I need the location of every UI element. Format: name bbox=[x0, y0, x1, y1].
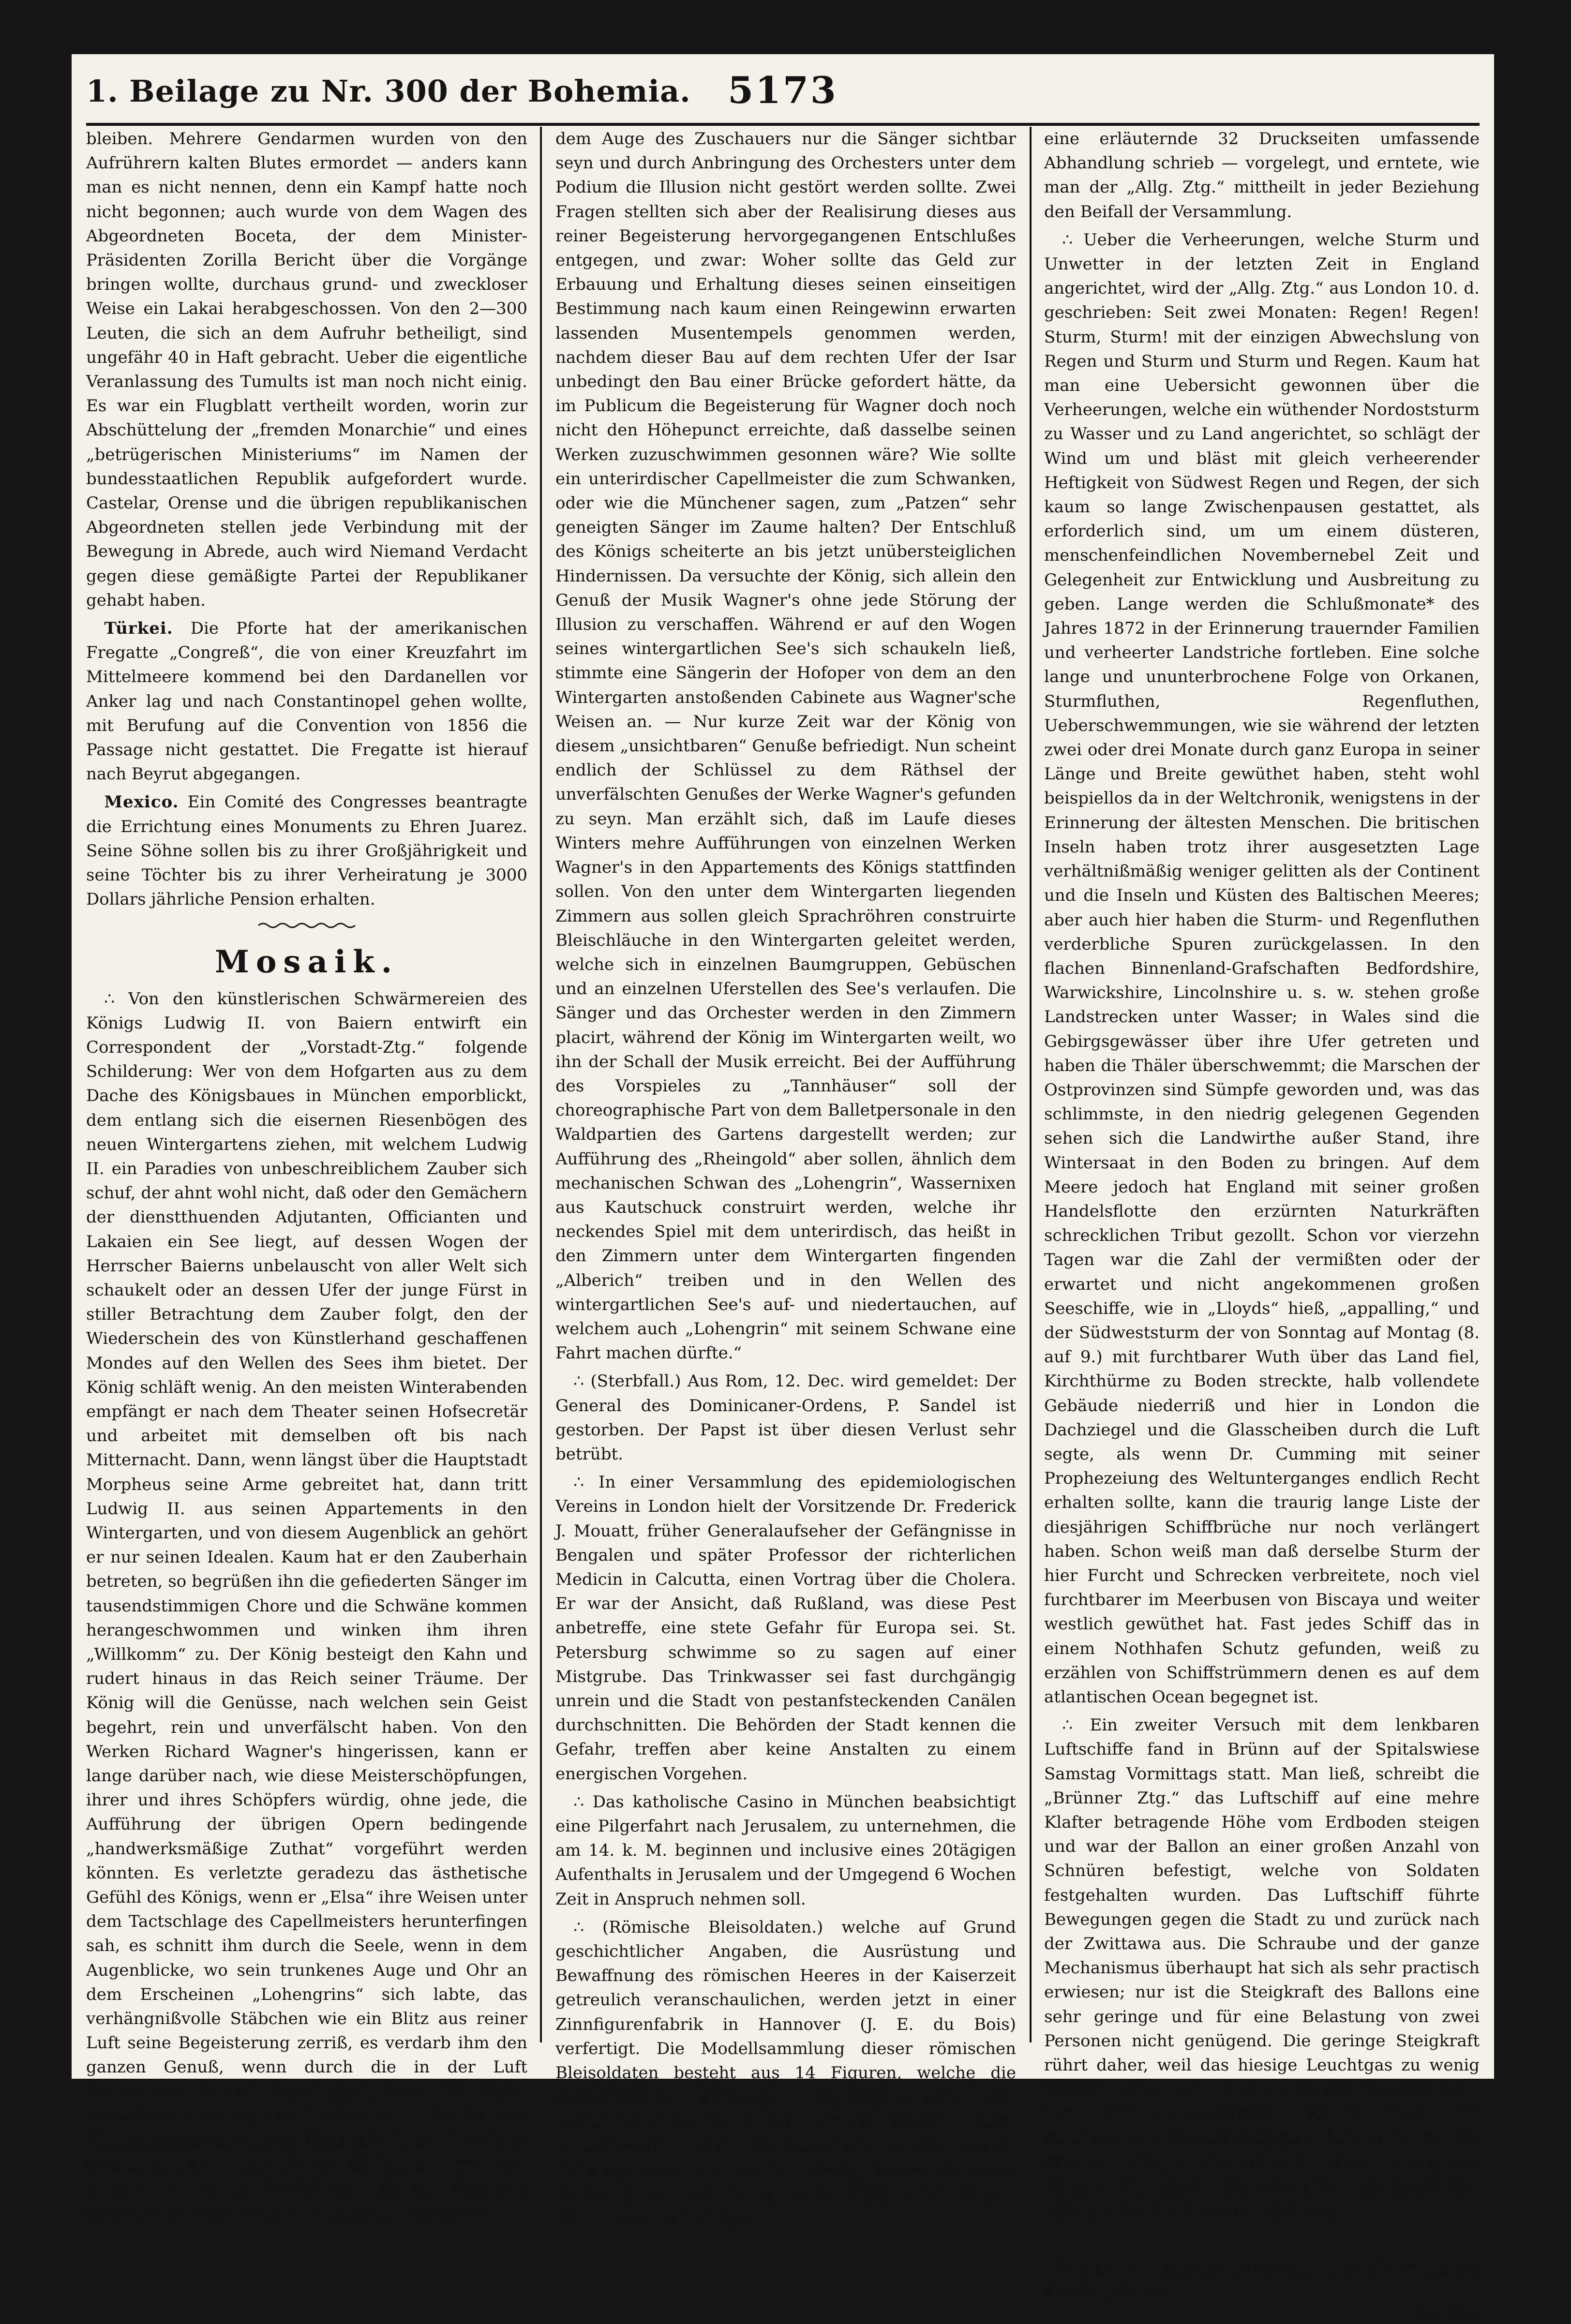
page-number: 5173 bbox=[728, 69, 838, 112]
running-head bbox=[86, 65, 1480, 126]
article-ludwig-continued: dem Auge des Zuschauers nur die Sänger sichtbar seyn und durch Anbringung des Orchesters unter dem Podium die Illusion nicht gestört werden sollte. Zwei Fragen stellten sich aber der Realisirung dieses aus reiner Begeisterung hervorgegangenen Entschlußes entgegen, und zwar: Woher sollte das Geld zur Erbauung und Erhaltung dieses seinen einseitigen Bestimmung nach kaum einen Reingewinn erwarten lassenden Musentempels genommen werden, nachdem dieser Bau auf dem rechten Ufer der Isar unbedingt den Bau einer Brücke gefordert hätte, da im Publicum die Begeisterung für Wagner doch noch nicht den Höhepunct erreichte, daß dasselbe seinen Werken zuzuschwimmen gesonnen wäre? Wie sollte ein unterirdischer Capellmeister die zum Schwanken, oder wie die Münchener sagen, zum „Patzen“ sehr geneigten Sänger im Zaume halten? Der Entschluß des Königs scheiterte an bis jetzt unübersteiglichen Hindernissen. Da versuchte der König, sich allein den Genuß der Musik Wagner's ohne jede Störung der Illusion zu verschaffen. Während er auf den Wogen seines wintergartlichen See's sich schaukeln ließ, stimmte eine Sängerin der Hofoper von dem an den Wintergarten anstoßenden Cabinete aus Wagner'sche Weisen an. — Nur kurze Zeit war der König von diesem „unsichtbaren“ Genuße befriedigt. Nun scheint endlich der Schlüssel zu dem Räthsel der unverfälschten Genußes der Werke Wagner's gefunden zu seyn. Man erzählt sich, daß im Laufe dieses Winters mehre Aufführungen von einzelnen Werken Wagner's in den Appartements des Königs stattfinden sollen. Von den unter dem Wintergarten liegenden Zimmern aus sollen gleich Sprachröhren construirte Bleischläuche in den Wintergarten geleitet werden, welche sich in einzelnen Baumgruppen, Gebüschen und an einzelnen Uferstellen des See's verlaufen. Die Sänger und das Orchester werden in den Zimmern placirt, während der König im Wintergarten weilt, wo ihn der Schall der Musik erreicht. Bei der Aufführung des Vorspieles zu „Tannhäuser“ soll der choreographische Part von dem Balletpersonale in den Waldpartien des Gartens dargestellt werden; zur Aufführung des „Rheingold“ aber sollen, ähnlich dem mechanischen Schwan des „Lohengrin“, Wassernixen aus Kautschuck construirt werden, welche ihr neckendes Spiel mit dem unterirdisch, das heißt in den Zimmern unter dem Wintergarten fingenden „Alberich“ treiben und in den Wellen des wintergartlichen See's auf- und niedertauchen, auf welchem auch „Lohengrin“ mit seinem Schwane eine Fahrt machen dürfte.“ bbox=[555, 129, 1016, 1363]
footnote-rule bbox=[1044, 2242, 1170, 2244]
article-cholera: ∴ In einer Versammlung des epidemiologischen Vereins in London hielt der Vorsitzende Dr. Frederick J. Mouatt, früher Generalaufseher der Gefängnisse in Bengalen und später Professor der richterlichen Medicin in Calcutta, einen Vortrag über die Cholera. Er war der Ansicht, daß Rußland, was diese Pest anbetreffe, eine stete Gefahr für Europa sei. St. Petersburg schwimme so zu sagen auf einer Mistgrube. Das Trinkwasser sei fast durchgängig unrein und die Stadt von pestanfsteckenden Canälen durchschnitten. Die Behörden der Stadt kennen die Gefahr, treffen aber keine Anstalten zu einem energischen Vorgehen. bbox=[555, 1473, 1016, 1784]
footnote-signature: Die Red. bbox=[1412, 2304, 1480, 2323]
article-airship: ∴ Ein zweiter Versuch mit dem lenkbaren Luftschiffe fand in Brünn auf der Spitalswiese Samstag Vormittags statt. Man ließ, schreibt die „Brünner Ztg.“ das Luftschiff auf eine mehre Klafter betragende Höhe vom Erdboden steigen und war der Ballon an einer großen Anzahl von Schnüren befestigt, welche von Soldaten festgehalten wurden. Das Luftschiff führte Bewegungen gegen die Stadt zu und zurück nach der Zwittawa aus. Die Schraube und der ganze Mechanismus überhaupt hat sich als sehr practisch erwiesen; nur ist die Steigkraft des Ballons eine sehr geringe und für eine Belastung von zwei Personen nicht genügend. Die geringe Steigkraft rührt daher, weil das hiesige Leuchtgas zu wenig Wasserstoff enthält, also zu schwer ist, was wohl für Beleuchtungszwecke vortheilhafter, für aeronautische Zwecke dagegen nicht förderlich ist. Wie es heißt, dürfte späterhin eine Füllung des Ballons mit reinem Wasserstoffgas vorgenommen werden. Nach den ersten Versuchen bbox=[1044, 1715, 1480, 2221]
article-lead: Mexico. bbox=[104, 792, 179, 812]
section-title: Mosaik. bbox=[215, 943, 399, 980]
column-rule bbox=[1030, 127, 1032, 2042]
article-text: Die Pforte hat der amerikanischen Fregatte „Congreß“, die von einer Kreuzfahrt im Mittelmeere kommend bei den Dardanellen vor Anker lag und nach Constantinopel gehen wollte, mit Berufung auf die Convention von 1856 die Passage nicht gestattet. Die Fregatte ist hierauf nach Beyrut abgegangen. bbox=[86, 619, 528, 784]
article-pilgrimage: ∴ Das katholische Casino in München beabsichtigt eine Pilgerfahrt nach Jerusalem, zu unternehmen, die am 14. k. M. beginnen und inclusive eines 20tägigen Aufenthalts in Jerusalem und der Umgegend 6 Wochen Zeit in Anspruch nehmen soll. bbox=[555, 1792, 1016, 1909]
footnote bbox=[1044, 2257, 1480, 2324]
article-spain-continued: bleiben. Mehrere Gendarmen wurden von den Aufrührern kalten Blutes ermordet — anders kann man es nicht nennen, denn ein Kampf hatte noch nicht begonnen; auch wurde von dem Wagen des Abgeordneten Boceta, der dem Minister-Präsidenten Zorilla Bericht über die Vorgänge bringen wollte, durchaus grund- und zweckloser Weise ein Lakai herabgeschossen. Von den 2—300 Leuten, die sich an dem Aufruhr betheiligt, sind ungefähr 40 in Haft gebracht. Ueber die eigentliche Veranlassung des Tumults ist man noch nicht einig. Es war ein Flugblatt vertheilt worden, worin zur Abschüttelung der „fremden Monarchie“ und eines „betrügerischen Ministeriums“ im Namen der bundesstaatlichen Republik aufgefordert wurde. Castelar, Orense und die übrigen republikanischen Abgeordneten stellen jede Verbindung mit der Bewegung in Abrede, auch wird Niemand Verdacht gegen diese gemäßigte Partei der Republikaner gehabt haben. bbox=[86, 129, 527, 610]
column-3 bbox=[1044, 127, 1480, 2323]
article-turkey bbox=[86, 616, 527, 786]
column-rule bbox=[540, 127, 542, 2042]
article-lead-soldiers: ∴ (Römische Bleisoldaten.) welche auf Grund geschichtlicher Angaben, die Ausrüstung und Bewaffnung des römischen Heeres in der Kaiserzeit getreulich veranschaulichen, werden jetzt in einer Zinnfigurenfabrik in Hannover (J. E. du Bois) verfertigt. Die Modellsammlung dieser römischen Bleisoldaten besteht aus 14 Figuren, welche die verschiedenen damaligen Waffengattungen, den Legionssoldaten, den Officier und den Kaiser — jeden in seiner Art Tracht repräsentiren. Bei der letzten Philologenversammlung in Leipzig wurde die erste Schachtel solcher Figuren vom Director Müller aus Plön — welcher darüber bbox=[555, 1917, 1016, 2229]
article-lead: Türkei. bbox=[104, 619, 173, 639]
supplement-label: 1. Beilage zu Nr. 300 der Bohemia. bbox=[86, 74, 691, 109]
column-1 bbox=[86, 127, 528, 2223]
article-lead-soldiers-continued: eine erläuternde 32 Druckseiten umfassende Abhandlung schrieb — vorgelegt, und erntete, wie man der „Allg. Ztg.“ mittheilt in jeder Beziehung den Beifall der Versammlung. bbox=[1044, 129, 1480, 222]
column-2 bbox=[555, 127, 1016, 2229]
newspaper-page bbox=[72, 54, 1494, 2323]
article-text: Ein Comité des Congresses beantragte die Errichtung eines Monuments zu Ehren Juarez. Seine Söhne sollen bis zu ihrer Großjährigkeit und seine Töchter bis zu ihrer Verheiratung je 3000 Dollars jährliche Pension erhalten. bbox=[86, 792, 527, 909]
article-mexico bbox=[86, 790, 527, 911]
article-obituary: ∴ (Sterbfall.) Aus Rom, 12. Dec. wird gemeldet: Der General des Dominicaner-Ordens, P. Sandel ist gestorben. Der Papst ist über diesen Verlust sehr betrübt. bbox=[555, 1371, 1016, 1464]
footnote-text: * Nicht nur die Schlußmonate, auch die mittleren, vide 25., 26. Mai. bbox=[1044, 2259, 1480, 2300]
section-ornament bbox=[258, 922, 355, 929]
article-storms-england: ∴ Ueber die Verheerungen, welche Sturm und Unwetter in der letzten Zeit in England angerichtet, wird der „Allg. Ztg.“ aus London 10. d. geschrieben: Seit zwei Monaten: Regen! Regen! Sturm, Sturm! mit der einzigen Abwechslung von Regen und Sturm und Sturm und Regen. Kaum hat man eine Uebersicht gewonnen über die Verheerungen, welche ein wüthender Nordoststurm zu Wasser und zu Land angerichtet, so schlägt der Wind um und bläst mit gleich verheerender Heftigkeit von Südwest Regen und Regen, der sich kaum so lange Zwischenpausen gestattet, als erforderlich sind, um um einem düsteren, menschenfeindlichen Novembernebel Zeit und Gelegenheit zur Entwicklung und Ausbreitung zu geben. Lange werden die Schlußmonate* des Jahres 1872 in der Erinnerung trauernder Familien und verheerter Landstriche fortleben. Eine solche lange und ununterbrochene Folge von Orkanen, Sturmfluthen, Regenfluthen, Ueberschwemmungen, wie sie während der letzten zwei oder drei Monate durch ganz Europa in seiner Länge und Breite gewüthet haben, steht wohl beispiellos da in der Weltchronik, wenigstens in der Erinnerung der ältesten Menschen. Die britischen Inseln haben trotz ihrer ausgesetzten Lage verhältnißmäßig weniger gelitten als der Continent und die Inseln und Küsten des Baltischen Meeres; aber auch hier haben die Sturm- und Regenfluthen verderbliche Spuren zurückgelassen. In den flachen Binnenland-Grafschaften Bedfordshire, Warwickshire, Lincolnshire u. s. w. stehen große Landstrecken unter Wasser; in Wales sind die Gebirgsgewässer über ihre Ufer getreten und haben die Thäler überschwemmt; die Marschen der Ostprovinzen sind Sümpfe geworden und, was das schlimmste, in den niedrig gelegenen Gegenden sehen sich die Landwirthe außer Stand, ihre Wintersaat in den Boden zu bringen. Auf dem Meere jedoch hat England mit seiner großen Handelsflotte den erzürnten Naturkräften schrecklichen Tribut gezollt. Schon vor vierzehn Tagen war die Zahl der vermißten oder der erwartet und nicht angekommenen großen Seeschiffe, wie in „Lloyds“ hieß, „appalling,“ und der Südweststurm der von Sonntag auf Montag (8. auf 9.) mit furchtbarer Wuth über das Land fiel, Kirchthürme zu Boden streckte, halb vollendete Gebäude niederriß und hier in London die Dachziegel und die Glasscheiben durch die Luft segte, als wenn Dr. Cumming mit seiner Prophezeiung des Weltunterganges endlich Recht erhalten sollte, kann die traurig lange Liste der diesjährigen Schiffbrüche nur noch verlängert haben. Schon weiß man daß derselbe Sturm der hier Furcht und Schrecken verbreitete, noch viel furchtbarer im Meerbusen von Biscaya und weiter westlich gewüthet hat. Fast jedes Schiff das in einem Nothhafen Schutz gefunden, weiß zu erzählen von Schiffstrümmern denen es auf dem atlantischen Ocean begegnet ist. bbox=[1044, 230, 1480, 1707]
article-ludwig-wintergarden: ∴ Von den künstlerischen Schwärmereien des Königs Ludwig II. von Baiern entwirft ein Correspondent der „Vorstadt-Ztg.“ folgende Schilderung: Wer von dem Hofgarten aus zu dem Dache des Königsbaues in München emporblickt, dem entlang sich die eisernen Riesenbögen des neuen Wintergartens ziehen, mit welchem Ludwig II. ein Paradies von unbeschreiblichem Zauber sich schuf, der ahnt wohl nicht, daß oder den Gemächern der dienstthuenden Adjutanten, Officianten und Lakaien ein See liegt, auf dessen Wogen der Herrscher Baierns unbelauscht von aller Welt sich schaukelt oder an dessen Ufer der junge Fürst in stiller Betrachtung dem Zauber folgt, den der Wiederschein des von Künstlerhand geschaffenen Mondes auf den Wellen des Sees ihm bietet. Der König schläft wenig. An den meisten Winterabenden empfängt er nach dem Theater seinen Hofsecretär und arbeitet mit demselben oft bis nach Mitternacht. Dann, wenn längst über die Hauptstadt Morpheus seine Arme gebreitet hat, dann tritt Ludwig II. aus seinen Appartements in den Wintergarten, und von diesem Augenblick an gehört er nur seinen Idealen. Kaum hat er den Zauberhain betreten, so begrüßen ihn die gefiederten Sänger im tausendstimmigen Chore und die Schwäne kommen herangeschwommen und winken ihm ihren „Willkomm“ zu. Der König besteigt den Kahn und rudert hinaus in das Reich seiner Träume. Der König will die Genüsse, nach welchen sein Geist begehrt, rein und unverfälscht haben. Von den Werken Richard Wagner's hingerissen, kann er lange darüber nach, wie diese Meisterschöpfungen, ihrer und ihres Schöpfers würdig, ohne jede, die Aufführung der übrigen Opern bedingende „handwerksmäßige Zuthat“ vorgeführt werden könnten. Es verletzte geradezu das ästhetische Gefühl des Königs, wenn er „Elsa“ ihre Weisen unter dem Tactschlage des Capellmeisters herunterfingen sah, es schnitt ihm durch die Seele, wenn in dem Augenblicke, wo sein trunkenes Auge und Ohr an dem Erscheinen „Lohengrins“ sich labte, das verhängnißvolle Stäbchen wie ein Blitz aus reiner Luft seine Begeisterung zerriß, es verdarb ihm den ganzen Genuß, wenn durch die in der Luft herumschwirrenden Geigenbogen, durch die höchst prosaische Kleidung der Musiker sein Blick von der Bühne abgelenkt wurde. Diese peinlichen Eindrücke erzeugten den Entschluß des Königs, auf den Isar-Anlagen ein ausschließlich den Werken Wagner's gewidmetes Opernhaus zu erbauen, in welchem bbox=[86, 989, 527, 2223]
